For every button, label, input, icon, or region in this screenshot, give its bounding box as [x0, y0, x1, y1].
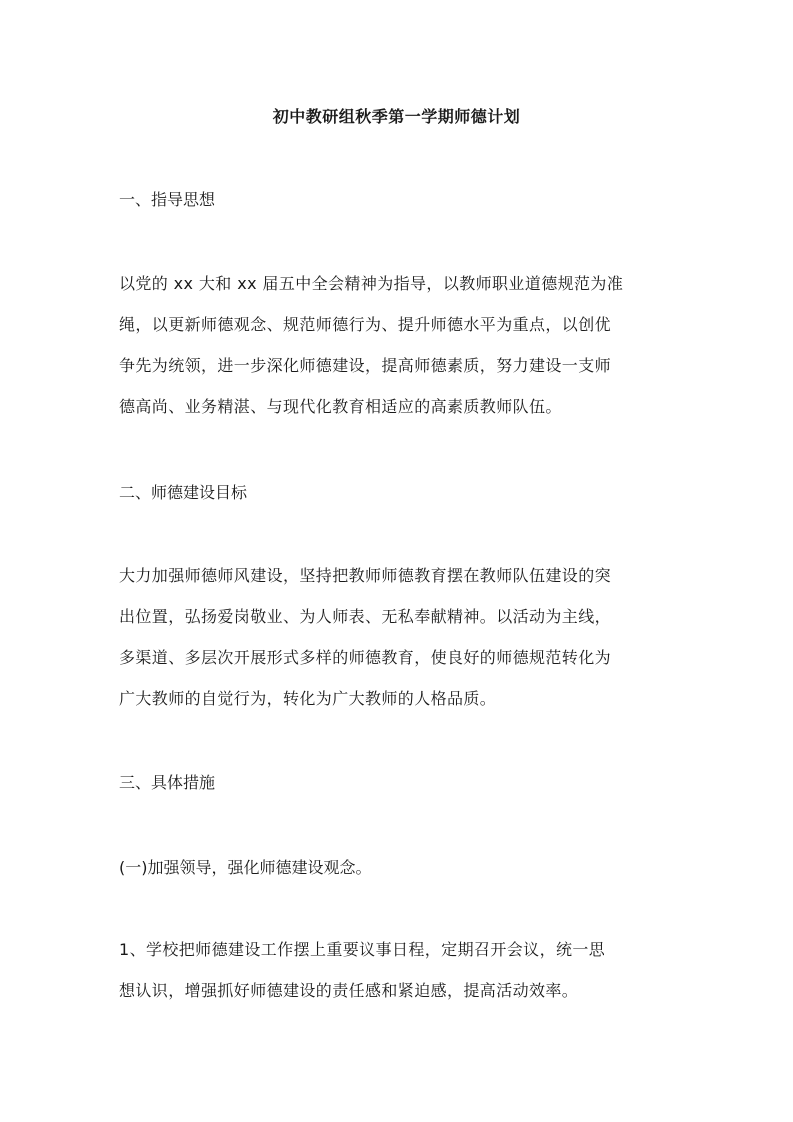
paragraph-line: 德高尚、业务精湛、与现代化教育相适应的高素质教师队伍。: [119, 397, 562, 416]
paragraph-goals: [119, 555, 675, 719]
paragraph-line: 出位置，弘扬爱岗敬业、为人师表、无私奉献精神。以活动为主线，: [119, 607, 612, 626]
paragraph-line: 争先为统领，进一步深化师德建设，提高师德素质，努力建设一支师: [119, 356, 612, 375]
paragraph-line: 多渠道、多层次开展形式多样的师德教育，使良好的师德规范转化为: [119, 648, 612, 667]
section-heading-measures: 三、具体措施: [119, 773, 216, 792]
paragraph-item-1: [119, 929, 675, 1011]
section-heading-goals: 二、师德建设目标: [119, 483, 248, 502]
subheading-leadership: (一)加强领导，强化师德建设观念。: [119, 858, 372, 877]
paragraph-line: 广大教师的自觉行为，转化为广大教师的人格品质。: [119, 689, 497, 708]
document-title: 初中教研组秋季第一学期师德计划: [272, 107, 521, 126]
paragraph-line: 大力加强师德师风建设，坚持把教师师德教育摆在教师队伍建设的突: [119, 566, 612, 585]
paragraph-line: 以党的 xx 大和 xx 届五中全会精神为指导，以教师职业道德规范为准: [119, 274, 624, 293]
paragraph-line: 绳，以更新师德观念、规范师德行为、提升师德水平为重点，以创优: [119, 315, 612, 334]
paragraph-line: 1、学校把师德建设工作摆上重要议事日程，定期召开会议，统一思: [119, 940, 606, 959]
section-heading-guiding-ideology: 一、指导思想: [119, 190, 216, 209]
paragraph-guiding-ideology: [119, 263, 675, 427]
paragraph-line: 想认识，增强抓好师德建设的责任感和紧迫感，提高活动效率。: [119, 981, 579, 1000]
